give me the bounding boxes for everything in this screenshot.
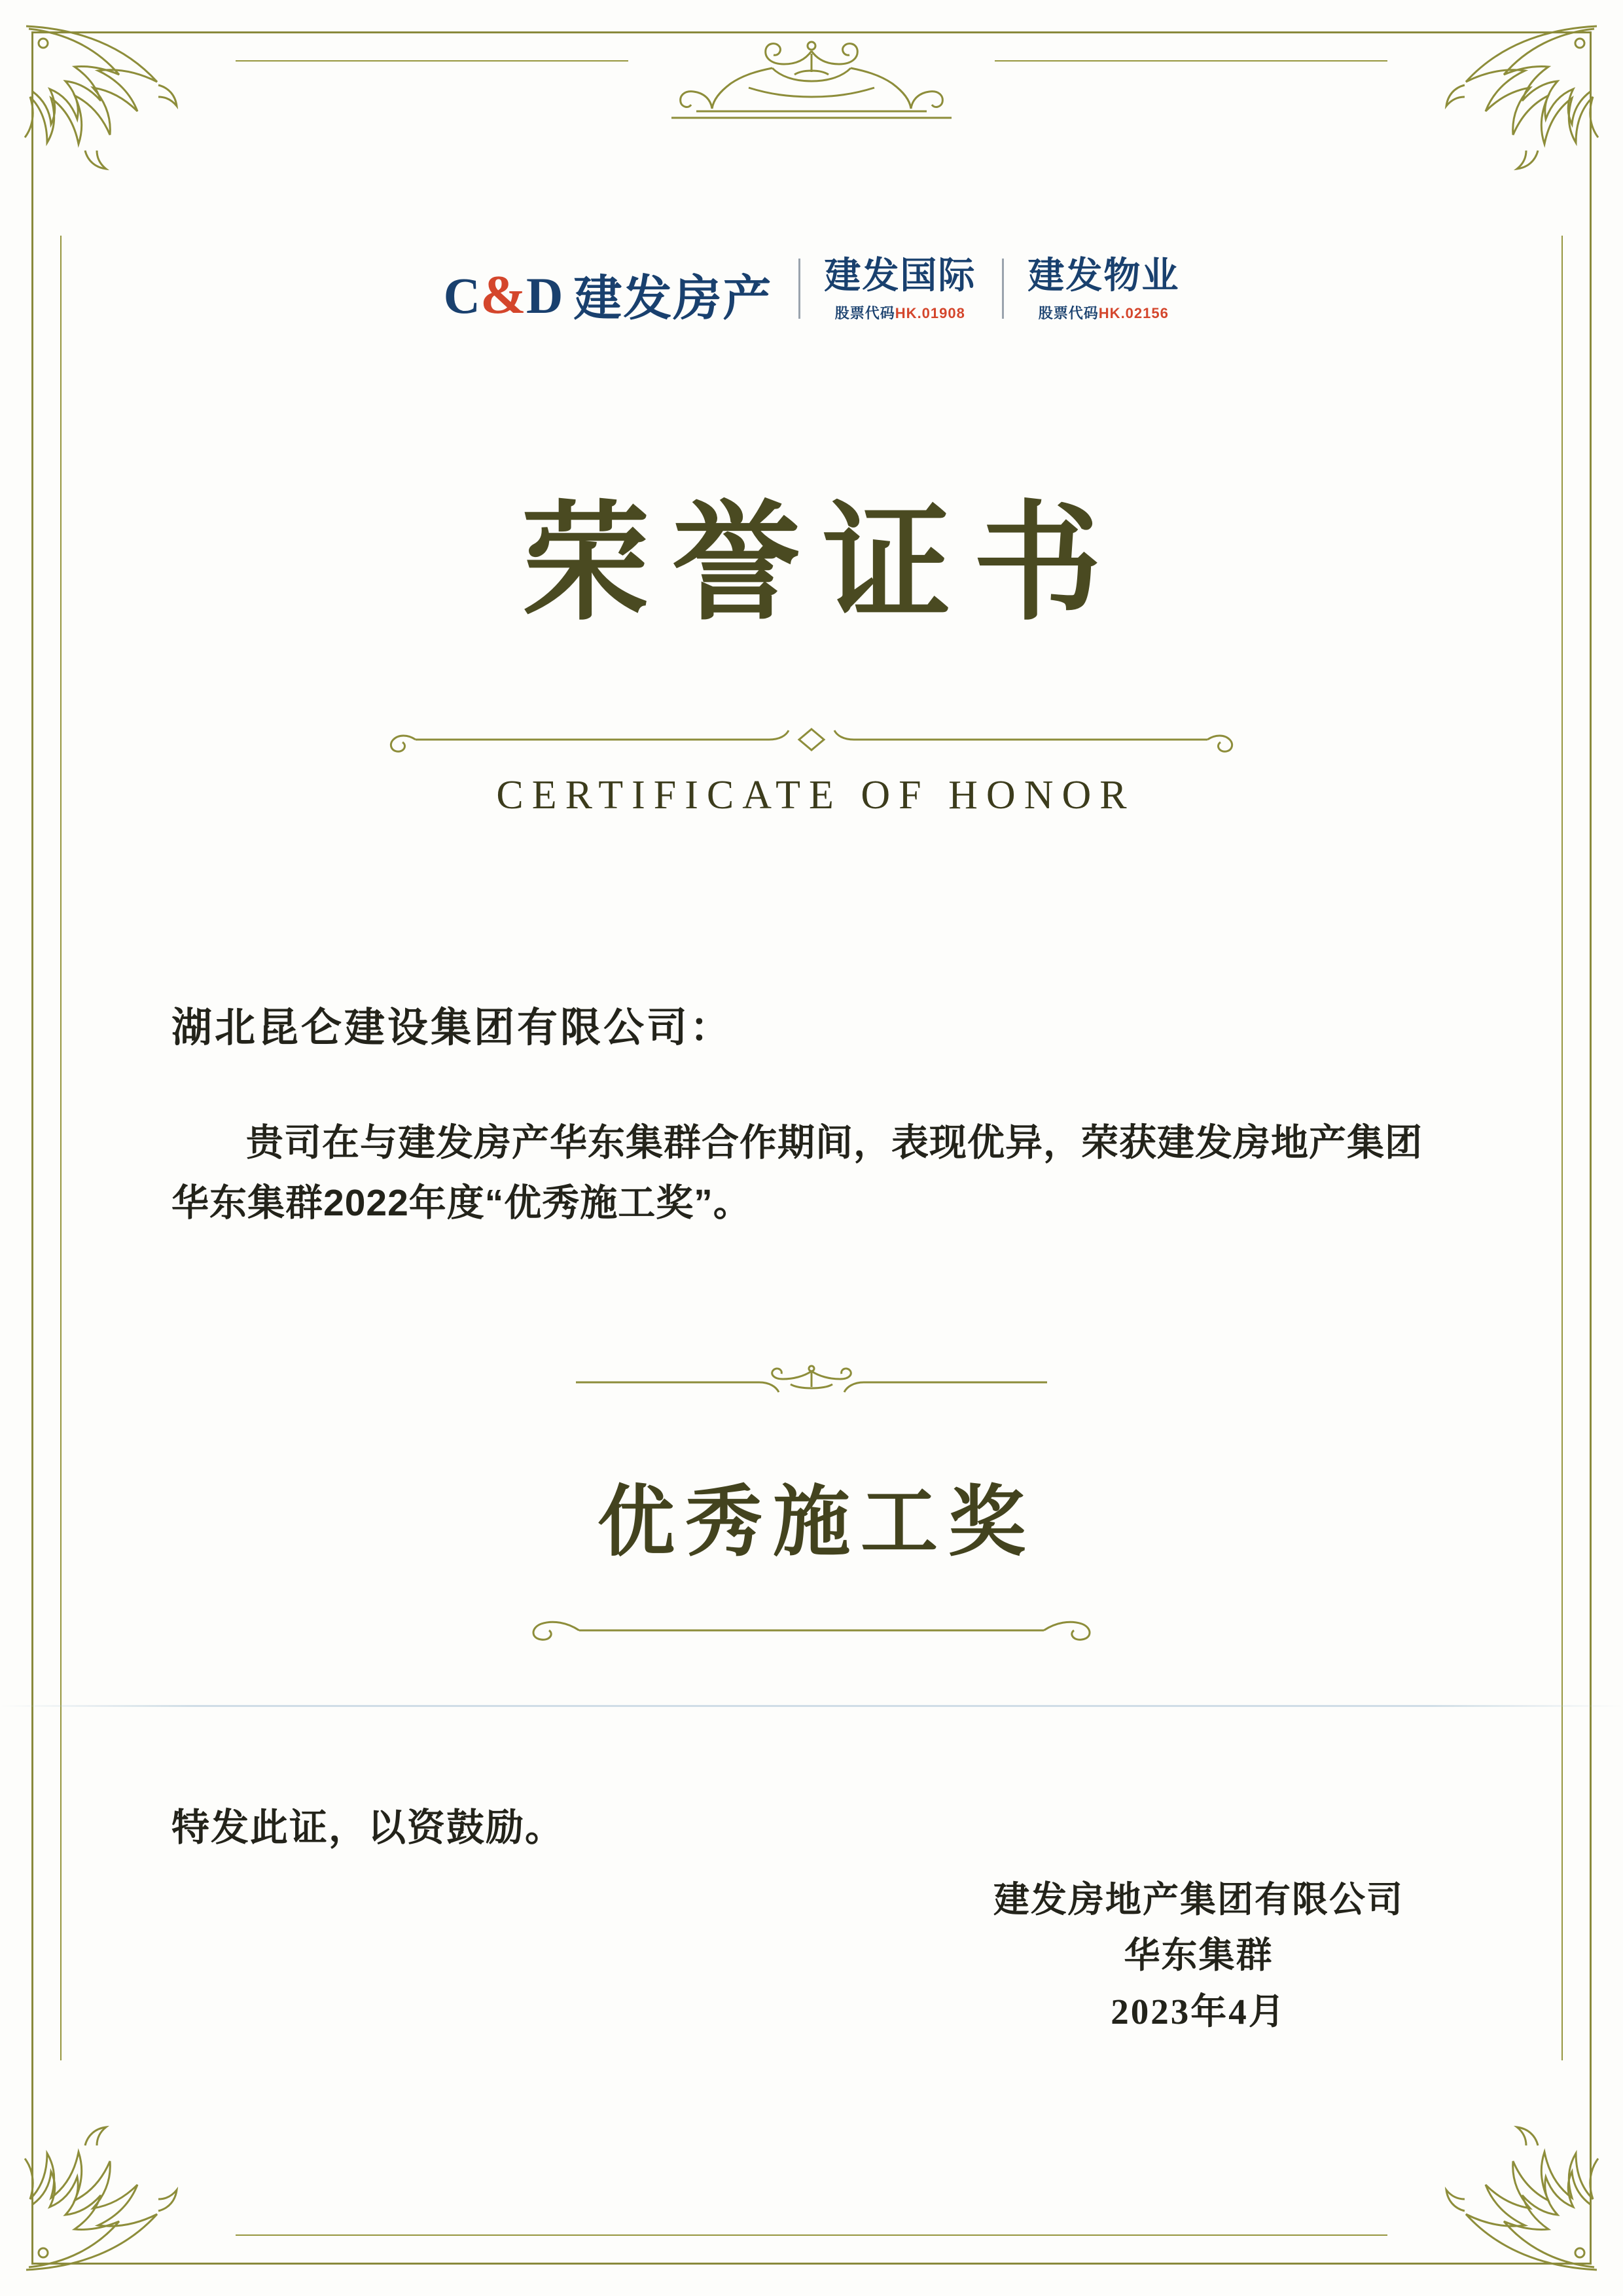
award-divider-top-icon [563,1365,1060,1400]
logo-divider-1 [798,259,800,319]
logo-divider-2 [1002,259,1004,319]
certificate-title-en: CERTIFICATE OF HONOR [496,773,1135,817]
award-divider-bottom-icon [481,1607,1142,1646]
cd-logo-mark [443,264,562,325]
corner-ornament-bottom-right-icon [1407,2080,1603,2276]
brand-unit-1-name: 建发国际 [824,255,976,296]
corner-ornament-top-left-icon [20,20,216,216]
issuer-signature-block [993,1872,1404,2039]
footer-note: 特发此证，以资鼓励。 [171,1806,565,1849]
body-paragraph: 贵司在与建发房产华东集群合作期间，表现优异，荣获建发房地产集团华东集群2022年度“优秀施工奖”。 [171,1122,1423,1225]
brand-unit-1 [824,255,976,323]
title-divider-ornament-icon [376,720,1247,759]
issuer-line-2: 华东集群 [1124,1935,1274,1976]
scan-seam-line [0,1705,1623,1707]
brand-unit-2-code [1039,302,1169,323]
brand-unit-2-code-label: 股票代码 [1038,304,1099,321]
cd-logo-c: C [443,266,479,324]
brand-unit-1-code-value: HK.01908 [895,304,965,321]
brand-unit-2-code-value: HK.02156 [1098,304,1169,321]
certificate-title-cn: 荣誉证书 [521,493,1124,636]
brand-unit-1-code [835,302,965,323]
brand-logo-row [0,255,1623,323]
brand-unit-2 [1027,255,1179,323]
brand-company-name: 建发房产 [573,270,773,325]
cd-logo-ampersand: & [480,264,525,325]
corner-ornament-top-right-icon [1407,20,1603,216]
recipient-name: 湖北昆仑建设集团有限公司： [171,1005,734,1050]
brand-unit-2-name: 建发物业 [1027,255,1180,296]
top-ornament-icon [609,31,1014,143]
issue-date: 2023年4月 [1111,1991,1287,2032]
cd-logo-d: D [526,266,562,324]
issuer-line-1: 建发房地产集团有限公司 [993,1880,1404,1920]
award-name: 优秀施工奖 [597,1480,1036,1566]
corner-ornament-bottom-left-icon [20,2080,216,2276]
brand-unit-1-code-label: 股票代码 [834,304,895,321]
